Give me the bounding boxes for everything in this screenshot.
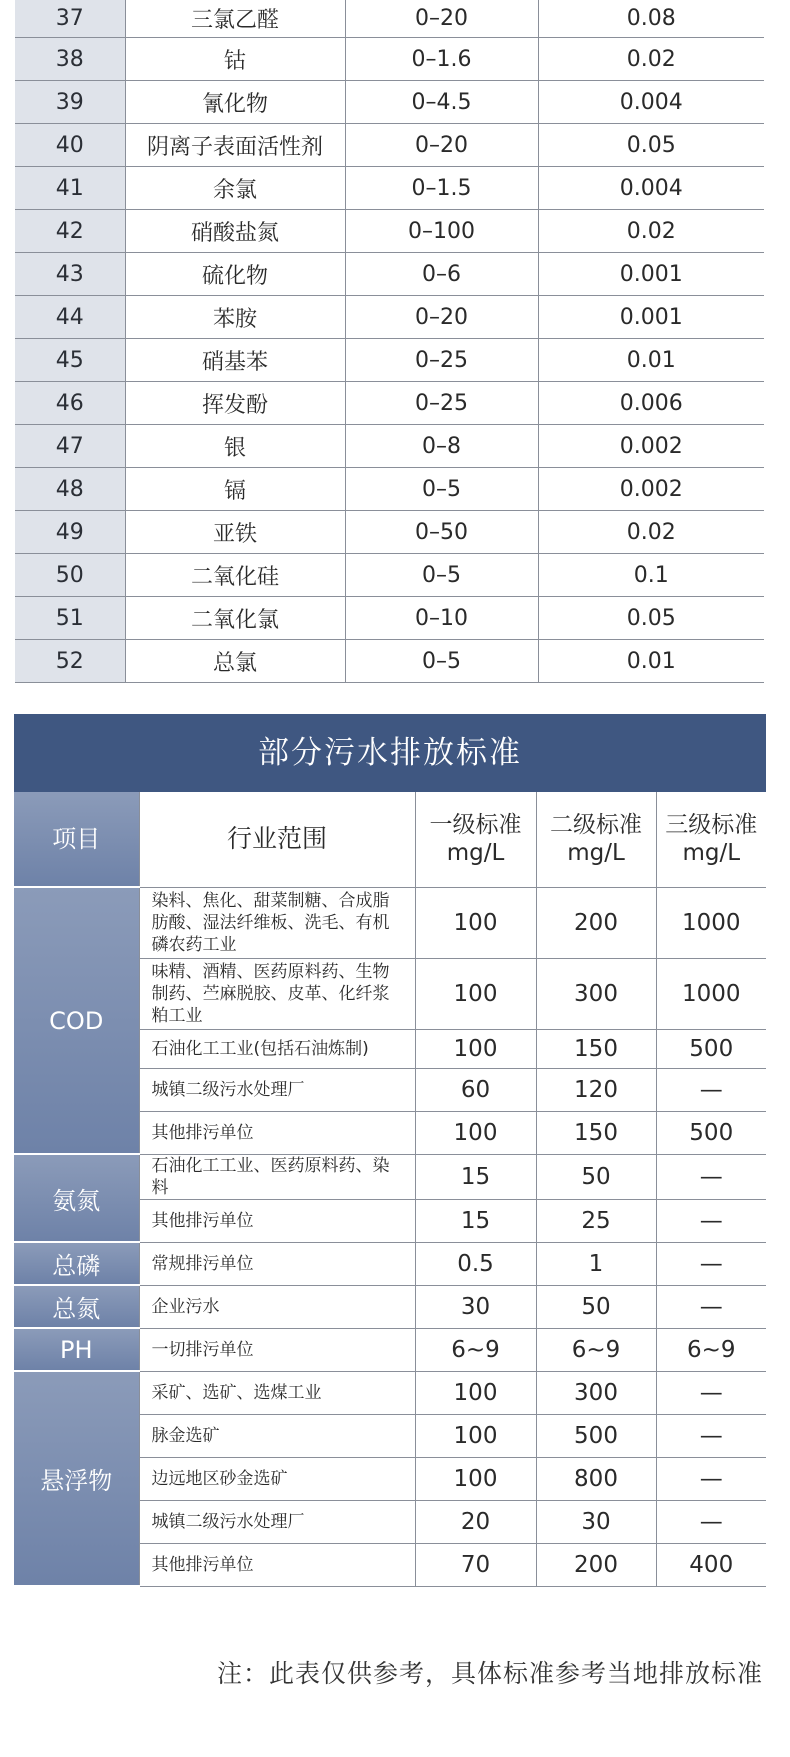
substance-name: 镉: [125, 468, 345, 511]
industry-cell: 其他排污单位: [139, 1111, 415, 1154]
table-row: [15, 468, 764, 511]
row-number: 45: [15, 339, 125, 382]
table-row: [15, 640, 764, 683]
industry-cell: 石油化工工业(包括石油炼制): [139, 1029, 415, 1068]
substance-name: 挥发酚: [125, 382, 345, 425]
level2-value: 200: [536, 887, 656, 958]
measure-range: 0–1.6: [345, 38, 538, 81]
category-cell: 氨氮: [14, 1154, 139, 1242]
level1-value: 100: [415, 1111, 536, 1154]
header-level3: [656, 792, 766, 887]
standards-title: 部分污水排放标准: [14, 714, 766, 792]
detection-limit: 0.08: [538, 0, 764, 38]
measure-range: 0–25: [345, 339, 538, 382]
substance-name: 余氯: [125, 167, 345, 210]
level1-value: 0.5: [415, 1242, 536, 1285]
table-row: [15, 124, 764, 167]
row-number: 50: [15, 554, 125, 597]
level3-value: 500: [656, 1029, 766, 1068]
level3-value: 1000: [656, 887, 766, 958]
detection-limit: 0.01: [538, 339, 764, 382]
row-number: 49: [15, 511, 125, 554]
table-row: [14, 1371, 766, 1414]
substance-name: 总氯: [125, 640, 345, 683]
header-level2-unit: mg/L: [567, 840, 625, 867]
level3-value: 6~9: [656, 1328, 766, 1371]
row-number: 52: [15, 640, 125, 683]
detection-limit: 0.006: [538, 382, 764, 425]
header-level1-label: 一级标准: [429, 812, 522, 839]
industry-cell: 采矿、选矿、选煤工业: [139, 1371, 415, 1414]
header-item: 项目: [14, 792, 139, 887]
standards-header-row: [14, 792, 766, 887]
table-row: [15, 0, 764, 38]
row-number: 42: [15, 210, 125, 253]
level3-value: —: [656, 1242, 766, 1285]
level1-value: 15: [415, 1199, 536, 1242]
level1-value: 60: [415, 1068, 536, 1111]
industry-cell: 城镇二级污水处理厂: [139, 1068, 415, 1111]
measure-range: 0–8: [345, 425, 538, 468]
level2-value: 1: [536, 1242, 656, 1285]
industry-cell: 脉金选矿: [139, 1414, 415, 1457]
detection-limit: 0.05: [538, 597, 764, 640]
detection-limit: 0.02: [538, 38, 764, 81]
industry-cell: 石油化工工业、医药原料药、染料: [139, 1154, 415, 1199]
substance-name: 三氯乙醛: [125, 0, 345, 38]
substance-name: 银: [125, 425, 345, 468]
table-row: [15, 253, 764, 296]
row-number: 38: [15, 38, 125, 81]
level2-value: 50: [536, 1285, 656, 1328]
table-row: [15, 597, 764, 640]
level2-value: 25: [536, 1199, 656, 1242]
substance-name: 硫化物: [125, 253, 345, 296]
measure-range: 0–50: [345, 511, 538, 554]
header-level3-unit: mg/L: [682, 840, 741, 867]
level1-value: 6~9: [415, 1328, 536, 1371]
detection-limit: 0.001: [538, 253, 764, 296]
header-level2-label: 二级标准: [550, 812, 642, 839]
row-number: 44: [15, 296, 125, 339]
substance-name: 钴: [125, 38, 345, 81]
table-row: [15, 167, 764, 210]
table-row: [14, 887, 766, 958]
detection-limit: 0.002: [538, 468, 764, 511]
industry-cell: 企业污水: [139, 1285, 415, 1328]
detection-limit: 0.1: [538, 554, 764, 597]
industry-cell: 城镇二级污水处理厂: [139, 1500, 415, 1543]
measure-range: 0–20: [345, 296, 538, 339]
measure-range: 0–10: [345, 597, 538, 640]
detection-limit: 0.002: [538, 425, 764, 468]
measure-range: 0–5: [345, 554, 538, 597]
discharge-standards-section: [14, 714, 766, 1587]
level3-value: —: [656, 1500, 766, 1543]
row-number: 47: [15, 425, 125, 468]
table-row: [15, 210, 764, 253]
row-number: 39: [15, 81, 125, 124]
level2-value: 50: [536, 1154, 656, 1199]
level3-value: 1000: [656, 958, 766, 1029]
table-row: [14, 1154, 766, 1199]
detection-limit: 0.004: [538, 81, 764, 124]
level3-value: —: [656, 1199, 766, 1242]
industry-cell: 一切排污单位: [139, 1328, 415, 1371]
table-row: [15, 511, 764, 554]
measure-range: 0–6: [345, 253, 538, 296]
level2-value: 30: [536, 1500, 656, 1543]
industry-cell: 其他排污单位: [139, 1543, 415, 1586]
industry-cell: 味精、酒精、医药原料药、生物制药、苎麻脱胶、皮革、化纤浆粕工业: [139, 958, 415, 1029]
level3-value: —: [656, 1457, 766, 1500]
row-number: 37: [15, 0, 125, 38]
level1-value: 30: [415, 1285, 536, 1328]
level3-value: —: [656, 1068, 766, 1111]
table-row: [14, 1242, 766, 1285]
detection-limit: 0.001: [538, 296, 764, 339]
substance-name: 硝酸盐氮: [125, 210, 345, 253]
row-number: 43: [15, 253, 125, 296]
level3-value: 500: [656, 1111, 766, 1154]
row-number: 41: [15, 167, 125, 210]
table-row: [15, 554, 764, 597]
substance-name: 硝基苯: [125, 339, 345, 382]
level2-value: 120: [536, 1068, 656, 1111]
header-industry: 行业范围: [139, 792, 415, 887]
level1-value: 100: [415, 958, 536, 1029]
level2-value: 300: [536, 958, 656, 1029]
level1-value: 100: [415, 887, 536, 958]
detection-limit: 0.05: [538, 124, 764, 167]
measure-range: 0–20: [345, 124, 538, 167]
table-row: [15, 81, 764, 124]
level1-value: 70: [415, 1543, 536, 1586]
level1-value: 15: [415, 1154, 536, 1199]
category-cell: 总磷: [14, 1242, 139, 1285]
level1-value: 100: [415, 1371, 536, 1414]
header-level1-unit: mg/L: [446, 840, 505, 867]
level1-value: 100: [415, 1457, 536, 1500]
measure-range: 0–100: [345, 210, 538, 253]
substance-name: 氰化物: [125, 81, 345, 124]
row-number: 46: [15, 382, 125, 425]
table-row: [15, 382, 764, 425]
header-level3-label: 三级标准: [665, 812, 758, 839]
detection-range-table: [15, 0, 764, 683]
row-number: 48: [15, 468, 125, 511]
level2-value: 300: [536, 1371, 656, 1414]
detection-limit: 0.01: [538, 640, 764, 683]
table-row: [15, 296, 764, 339]
level3-value: 400: [656, 1543, 766, 1586]
level2-value: 6~9: [536, 1328, 656, 1371]
level2-value: 200: [536, 1543, 656, 1586]
detection-limit: 0.02: [538, 210, 764, 253]
substance-name: 苯胺: [125, 296, 345, 339]
industry-cell: 染料、焦化、甜菜制糖、合成脂肪酸、湿法纤维板、洗毛、有机磷农药工业: [139, 887, 415, 958]
table-row: [14, 1285, 766, 1328]
measure-range: 0–4.5: [345, 81, 538, 124]
level3-value: —: [656, 1371, 766, 1414]
level2-value: 150: [536, 1111, 656, 1154]
measure-range: 0–5: [345, 468, 538, 511]
measure-range: 0–20: [345, 0, 538, 38]
substance-name: 亚铁: [125, 511, 345, 554]
category-cell: COD: [14, 887, 139, 1154]
row-number: 40: [15, 124, 125, 167]
category-cell: PH: [14, 1328, 139, 1371]
industry-cell: 其他排污单位: [139, 1199, 415, 1242]
measure-range: 0–5: [345, 640, 538, 683]
level1-value: 100: [415, 1029, 536, 1068]
table-row: [15, 38, 764, 81]
header-level1: [415, 792, 536, 887]
table-row: [15, 339, 764, 382]
discharge-standards-table: [14, 792, 766, 1587]
category-cell: 悬浮物: [14, 1371, 139, 1586]
level2-value: 800: [536, 1457, 656, 1500]
footnote: 注：此表仅供参考，具体标准参考当地排放标准: [216, 1659, 763, 1688]
level3-value: —: [656, 1154, 766, 1199]
level3-value: —: [656, 1285, 766, 1328]
measure-range: 0–25: [345, 382, 538, 425]
level2-value: 150: [536, 1029, 656, 1068]
substance-name: 二氧化氯: [125, 597, 345, 640]
measure-range: 0–1.5: [345, 167, 538, 210]
table-row: [15, 425, 764, 468]
level1-value: 100: [415, 1414, 536, 1457]
table-row: [14, 1328, 766, 1371]
substance-name: 阴离子表面活性剂: [125, 124, 345, 167]
substance-name: 二氧化硅: [125, 554, 345, 597]
industry-cell: 边远地区砂金选矿: [139, 1457, 415, 1500]
header-level2: [536, 792, 656, 887]
detection-limit: 0.02: [538, 511, 764, 554]
detection-limit: 0.004: [538, 167, 764, 210]
industry-cell: 常规排污单位: [139, 1242, 415, 1285]
category-cell: 总氮: [14, 1285, 139, 1328]
row-number: 51: [15, 597, 125, 640]
level1-value: 20: [415, 1500, 536, 1543]
level3-value: —: [656, 1414, 766, 1457]
level2-value: 500: [536, 1414, 656, 1457]
